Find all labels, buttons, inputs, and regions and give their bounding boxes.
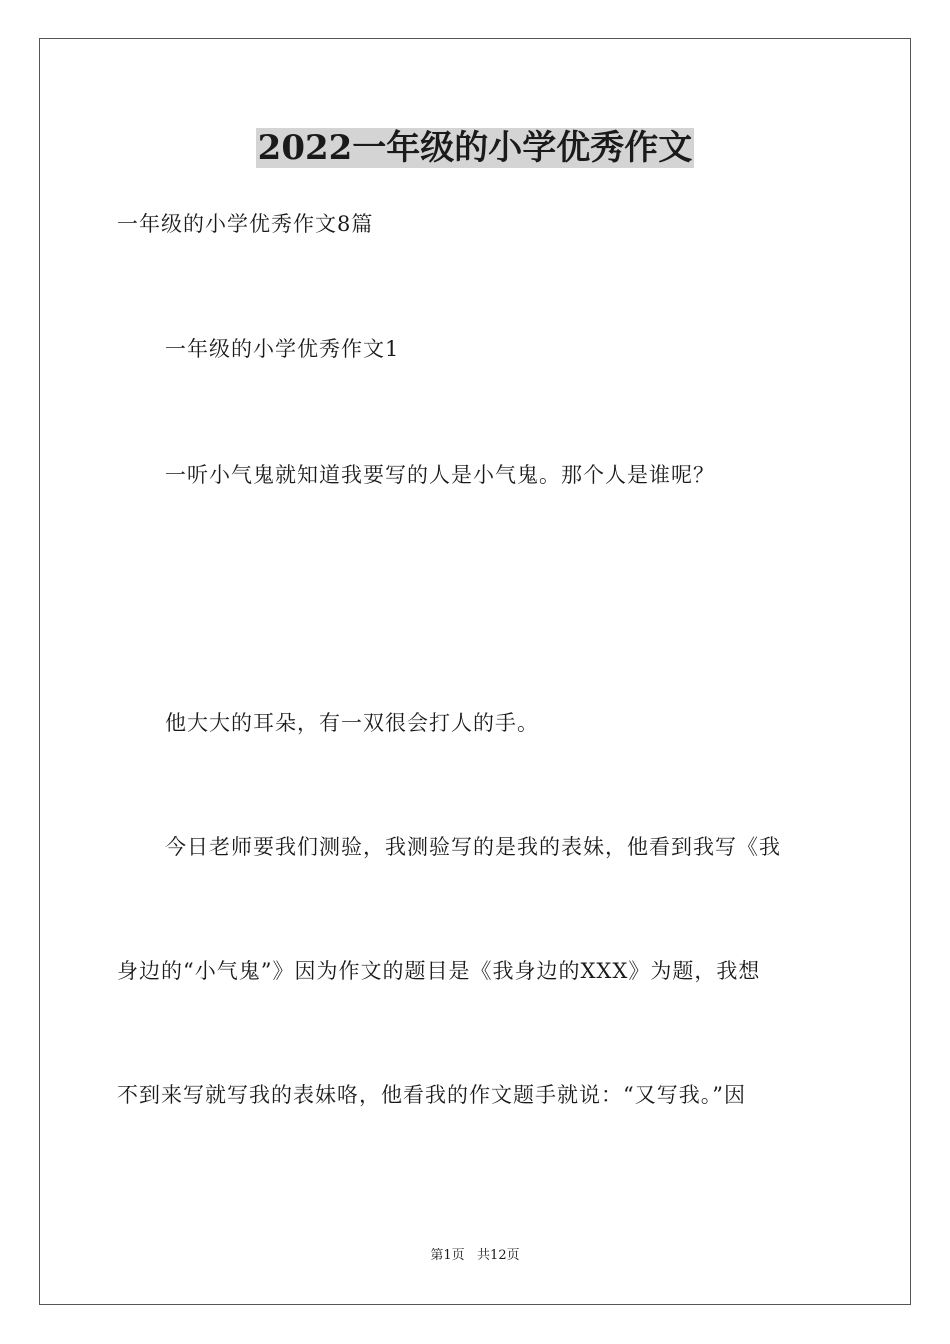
section-heading: 一年级的小学优秀作文1 bbox=[165, 337, 400, 361]
document-title-text: 2022一年级的小学优秀作文 bbox=[257, 128, 693, 168]
document-title bbox=[0, 126, 950, 170]
paragraph-3-line-1: 今日老师要我们测验，我测验写的是我的表妹，他看到我写《我 bbox=[165, 835, 781, 859]
paragraph-3-line-3: 不到来写就写我的表妹咯，他看我的作文题手就说：“又写我。”因 bbox=[117, 1083, 746, 1107]
paragraph-2: 他大大的耳朵，有一双很会打人的手。 bbox=[165, 711, 539, 735]
page-number-footer: 第1页 共12页 bbox=[430, 1248, 520, 1263]
document-subtitle: 一年级的小学优秀作文8篇 bbox=[117, 212, 374, 236]
paragraph-3-line-2: 身边的“小气鬼”》因为作文的题目是《我身边的XXX》为题，我想 bbox=[117, 959, 761, 983]
paragraph-1: 一听小气鬼就知道我要写的人是小气鬼。那个人是谁呢？ bbox=[165, 463, 715, 487]
